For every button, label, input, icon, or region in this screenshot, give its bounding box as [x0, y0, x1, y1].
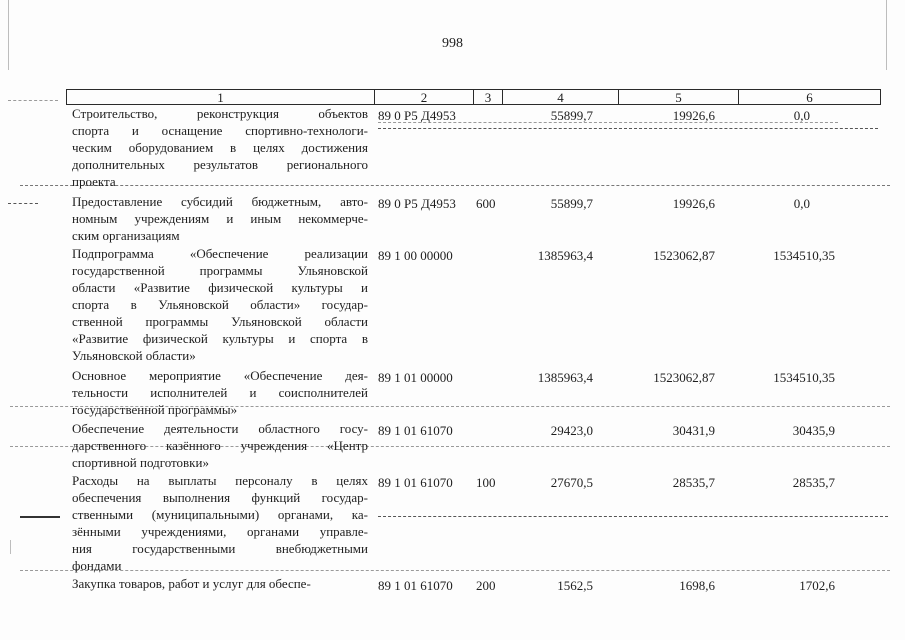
- row-value-col5: 1523062,87: [653, 370, 715, 385]
- row-name-line: государственной программы Ульяновской: [72, 263, 368, 278]
- row-value-col6: 28535,7: [792, 475, 835, 490]
- row-code: 89 0 P5 Д4953: [378, 196, 456, 211]
- row-value-col4: 55899,7: [550, 108, 593, 123]
- scan-artifact-dash: [20, 516, 60, 518]
- row-value-col4: 1385963,4: [537, 248, 593, 263]
- row-value-col6: 1702,6: [799, 578, 835, 593]
- header-col-5: 5: [618, 90, 738, 104]
- row-value-col4: 29423,0: [550, 423, 593, 438]
- row-value-col5: 19926,6: [672, 196, 715, 211]
- header-col-6: 6: [738, 90, 880, 104]
- scan-artifact-line: [8, 0, 9, 70]
- header-col-1: 1: [217, 90, 224, 105]
- scan-artifact-line: [886, 0, 887, 70]
- row-name-line: Обеспечение деятельности областного госу-: [72, 421, 368, 436]
- row-name-line: области «Развитие физической культуры и: [72, 280, 368, 295]
- row-value-col4: 55899,7: [550, 196, 593, 211]
- row-value-col6: 0,0: [793, 108, 810, 123]
- row-expense-type: 100: [476, 475, 496, 490]
- row-code: 89 1 00 00000: [378, 248, 453, 263]
- scan-artifact-dash: [8, 100, 58, 101]
- header-col-4: 4: [502, 90, 618, 104]
- row-name-line: проекта: [72, 174, 116, 189]
- table-header-row: [66, 89, 881, 105]
- row-value-col6: 1534510,35: [773, 370, 835, 385]
- row-name-line: номным учреждениям и иным некоммерче-: [72, 211, 368, 226]
- row-name-line: Основное мероприятие «Обеспечение дея-: [72, 368, 368, 383]
- row-name-line: «Развитие физической культуры и спорта в: [72, 331, 368, 346]
- row-name-line: ским организациям: [72, 228, 180, 243]
- header-col-2: 2: [374, 90, 473, 104]
- row-code: 89 1 01 61070: [378, 475, 453, 490]
- row-value-col5: 28535,7: [672, 475, 715, 490]
- row-name-line: спорта и оснащение спортивно-технологи-: [72, 123, 368, 138]
- row-code: 89 1 01 61070: [378, 423, 453, 438]
- row-value-col5: 30431,9: [672, 423, 715, 438]
- row-code: 89 1 01 00000: [378, 370, 453, 385]
- row-name-line: ственными (муниципальными) органами, ка-: [72, 507, 368, 522]
- row-value-col4: 1562,5: [557, 578, 593, 593]
- row-name-line: Строительство, реконструкция объектов: [72, 106, 368, 121]
- scan-artifact-dash: [8, 203, 38, 204]
- row-value-col4: 1385963,4: [537, 370, 593, 385]
- row-name-line: ческим оборудованием в целях достижения: [72, 140, 368, 155]
- row-name-line: Предоставление субсидий бюджетным, авто-: [72, 194, 368, 209]
- row-value-col5: 1698,6: [679, 578, 715, 593]
- row-value-col5: 19926,6: [672, 108, 715, 123]
- scan-artifact-dash: [378, 128, 878, 129]
- row-name-line: спорта в Ульяновской области» государ-: [72, 297, 368, 312]
- row-name-line: дополнительных результатов регионального: [72, 157, 368, 172]
- row-code: 89 1 01 61070: [378, 578, 453, 593]
- row-value-col6: 30435,9: [792, 423, 835, 438]
- row-name-line: ственной программы Ульяновской области: [72, 314, 368, 329]
- row-name-line: дарственного казённого учреждения «Центр: [72, 438, 368, 453]
- row-name-line: спортивной подготовки»: [72, 455, 209, 470]
- row-value-col4: 27670,5: [550, 475, 593, 490]
- row-name-line: тельности исполнителей и соисполнителей: [72, 385, 368, 400]
- header-col-3: 3: [473, 90, 502, 104]
- row-name-line: обеспечения выполнения функций государ-: [72, 490, 368, 505]
- scan-artifact-line: [10, 540, 11, 554]
- row-name-line: Подпрограмма «Обеспечение реализации: [72, 246, 368, 261]
- row-name-line: зёнными учреждениями, органами управле-: [72, 524, 368, 539]
- row-name-line: Ульяновской области»: [72, 348, 196, 363]
- row-value-col5: 1523062,87: [653, 248, 715, 263]
- row-name-line: фондами: [72, 558, 122, 573]
- row-name-line: Расходы на выплаты персоналу в целях: [72, 473, 368, 488]
- row-expense-type: 600: [476, 196, 496, 211]
- row-name-line: государственной программы»: [72, 402, 238, 417]
- row-code: 89 0 P5 Д4953: [378, 108, 456, 123]
- row-name-line: Закупка товаров, работ и услуг для обеспе-: [72, 576, 311, 591]
- row-expense-type: 200: [476, 578, 496, 593]
- row-value-col6: 0,0: [793, 196, 810, 211]
- page-number: 998: [442, 36, 463, 51]
- scan-artifact-dash: [378, 516, 888, 517]
- row-value-col6: 1534510,35: [773, 248, 835, 263]
- row-name-line: ния государственными внебюджетными: [72, 541, 368, 556]
